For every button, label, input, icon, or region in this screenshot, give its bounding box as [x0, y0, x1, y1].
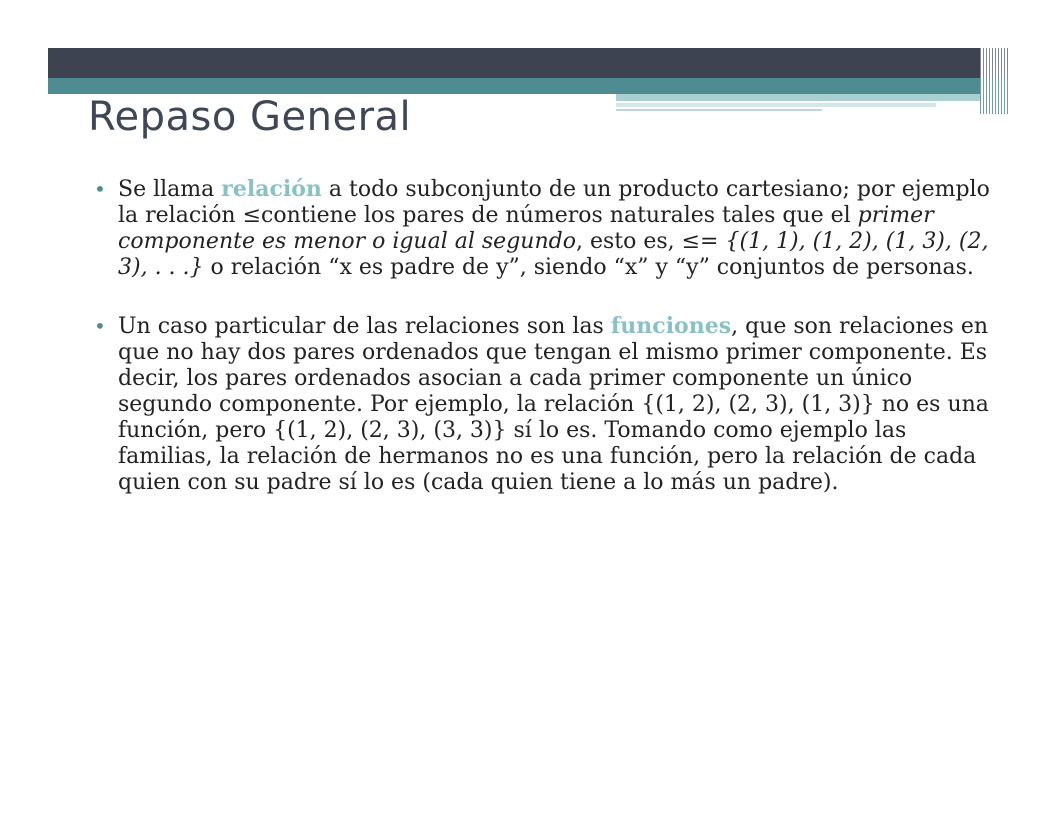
bullet-text: Un caso particular de las relaciones son las: [118, 314, 611, 339]
bullet-funciones: [92, 313, 1000, 496]
header-bar-light: [616, 94, 980, 101]
bullet-text: , que son relaciones en que no hay dos pares ordenados que tengan el mismo primer componente. Es decir, los pares ordenados asocian a cada primer componente un único segundo componente. Por ejemplo, la relación {(1, 2), (2, 3), (1, 3)} no es una función, pero {(1, 2), (2, 3), (3, 3)} sí lo es. Tomando como ejemplo las familias, la relación de hermanos no es una función, pero la relación de cada quien con su padre sí lo es (cada quien tiene a lo más un padre).: [118, 314, 989, 495]
header-bar-teal: [48, 78, 980, 94]
bullet-text: a todo subconjunto de un producto cartesiano; por ejemplo la relación ≤contiene los pares de números naturales tales que el: [118, 177, 990, 228]
slide-title: Repaso General: [88, 94, 412, 140]
slide-content: [92, 176, 1000, 528]
bullet-text: Se llama: [118, 177, 222, 202]
bullet-dot-icon: •: [94, 177, 106, 201]
header-bar-light-line: [616, 109, 822, 111]
set-notation: ≤= {(1, 1), (1, 2), (1, 3), (2, 3), . . .}: [118, 229, 989, 280]
bullet-text: o relación “x es padre de y”, siendo “x” y “y” conjuntos de personas.: [203, 255, 974, 280]
header-stripes-teal: [980, 78, 1008, 114]
bullet-dot-icon: •: [94, 314, 106, 338]
italic-text: primer componente es menor o igual al segundo: [118, 203, 934, 254]
bullet-text: , esto es,: [575, 229, 682, 254]
bullet-relacion: [92, 176, 1000, 281]
header-bar-dark: [48, 48, 980, 78]
header-bar-light-thin: [616, 103, 936, 107]
term-funciones: funciones: [610, 313, 732, 339]
term-relacion: relación: [221, 176, 322, 202]
